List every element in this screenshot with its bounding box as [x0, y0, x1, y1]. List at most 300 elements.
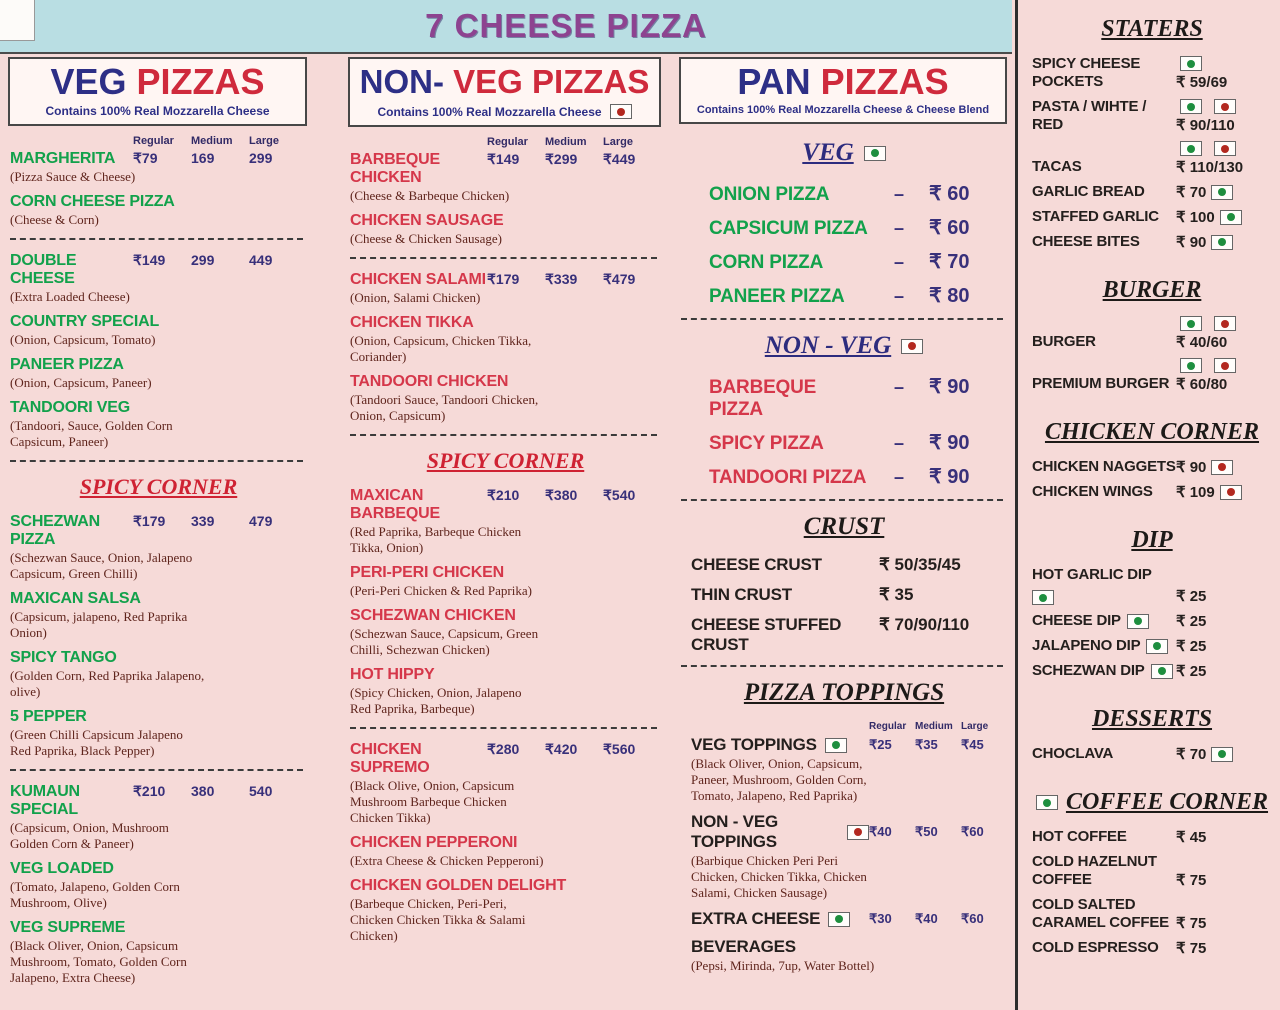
section-separator [10, 460, 303, 462]
menu-item [350, 607, 661, 658]
item-name: ONION PIZZA [709, 184, 830, 205]
menu-item [1032, 358, 1272, 393]
section-separator [350, 727, 657, 729]
item-price: ₹ 90/110 [1176, 117, 1235, 134]
item-name: MARGHERITA [10, 150, 116, 167]
item-name: CHICKEN TIKKA [350, 314, 474, 331]
veg-icon [864, 146, 886, 161]
section-heading [681, 513, 1007, 541]
item-name: THIN CRUST [691, 585, 792, 604]
section-heading-text: CHICKEN CORNER [1044, 419, 1260, 445]
menu-item [10, 649, 307, 700]
veg-icon [1036, 795, 1058, 810]
item-price: ₹ 75 [1176, 940, 1207, 957]
menu-item [1032, 233, 1272, 251]
menu-item [10, 860, 307, 911]
item-name: SCHEZWAN CHICKEN [350, 607, 516, 624]
item-name: 5 PEPPER [10, 708, 87, 725]
item-price: ₹ 40/60 [1176, 334, 1228, 351]
item-name [1032, 458, 1176, 476]
veg-nonveg-indicators [1176, 141, 1272, 156]
section-separator [681, 318, 1003, 320]
menu-item [10, 919, 307, 986]
item-description: (Tomato, Jalapeno, Golden Corn Mushroom, Olive) [10, 879, 180, 910]
item-price: ₹420 [545, 741, 578, 757]
item-price: ₹ 100 [1176, 209, 1215, 226]
menu-item [1032, 662, 1272, 680]
item-name [691, 909, 869, 929]
item-name: CHEESE CRUST [691, 555, 822, 574]
section-heading-text: CRUST [803, 513, 885, 540]
section-heading [1032, 789, 1272, 816]
non-veg-icon [1214, 316, 1236, 331]
item-name [1032, 55, 1176, 91]
item-price: ₹50 [915, 824, 938, 839]
item-price: ₹ 90 [929, 466, 970, 488]
veg-icon [1211, 185, 1233, 200]
price-dash: – [893, 433, 904, 453]
item-price: ₹ 60 [929, 217, 970, 239]
item-price: ₹ 90 [1176, 459, 1207, 476]
menu-item [10, 193, 307, 228]
item-description: (Tandoori, Sauce, Golden Corn Capsicum, Paneer) [10, 418, 173, 449]
item-name: MAXICAN BARBEQUE [350, 487, 440, 522]
item-name [1032, 853, 1176, 889]
item-name: TANDOORI VEG [10, 399, 130, 416]
section-separator [350, 257, 657, 259]
item-name: HOT HIPPY [350, 666, 435, 683]
item-price: ₹ 50/35/45 [879, 555, 961, 574]
veg-nonveg-indicators [1176, 316, 1272, 331]
item-name: PANEER PIZZA [10, 356, 124, 373]
item-name-text: JALAPENO DIP [1032, 637, 1141, 654]
column-header [348, 57, 661, 127]
item-name [691, 735, 869, 755]
menu-item [350, 834, 661, 869]
menu-item [681, 555, 1007, 575]
item-price: 299 [249, 150, 273, 166]
item-description: (Cheese & Barbeque Chicken) [350, 188, 510, 203]
size-header-row [681, 721, 1007, 732]
item-name: CORN PIZZA [709, 252, 824, 273]
section-separator [681, 499, 1003, 501]
menu-item [1032, 566, 1272, 605]
section-heading [681, 332, 1007, 360]
menu-item [1032, 828, 1272, 846]
item-price: ₹ 70/90/110 [879, 615, 970, 634]
section-heading-text: DESSERTS [1091, 706, 1213, 732]
item-price: ₹ 75 [1176, 915, 1207, 932]
section-heading-text: COFFEE CORNER [1065, 789, 1269, 815]
section-heading [1032, 527, 1272, 554]
non-veg-icon [1211, 460, 1233, 475]
item-price: 540 [249, 783, 273, 799]
item-name-text: GARLIC BREAD [1032, 183, 1145, 200]
item-price: ₹ 90 [929, 376, 970, 398]
column-subtitle [12, 104, 303, 118]
menu-item [1032, 208, 1272, 226]
item-price: 169 [191, 150, 215, 166]
item-name: VEG SUPREME [10, 919, 126, 936]
non-veg-icon [1214, 141, 1236, 156]
section-separator [10, 238, 303, 240]
item-price: ₹ 75 [1176, 872, 1207, 889]
item-name [691, 812, 869, 852]
item-name [1032, 939, 1176, 957]
item-name-text: VEG TOPPINGS [691, 735, 817, 754]
price-dash: – [893, 377, 904, 397]
menu-item [1032, 55, 1272, 91]
item-description: (Tandoori Sauce, Tandoori Chicken, Onion, Capsicum) [350, 392, 539, 423]
item-price: ₹79 [133, 150, 158, 166]
item-name: CORN CHEESE PIZZA [10, 193, 175, 210]
menu-item [10, 356, 307, 391]
section-heading [1032, 277, 1272, 304]
menu-item [681, 430, 1007, 455]
non-veg-icon [1214, 358, 1236, 373]
item-description: (Extra Loaded Cheese) [10, 289, 130, 304]
item-price: ₹ 25 [1176, 663, 1207, 680]
item-name-text: HOT COFFEE [1032, 828, 1127, 845]
item-price: ₹25 [869, 737, 892, 752]
veg-icon [1146, 639, 1168, 654]
veg-icon [1127, 614, 1149, 629]
menu-item [10, 252, 307, 305]
menu-item [681, 909, 1007, 929]
menu-item [350, 314, 661, 365]
item-description: (Pizza Sauce & Cheese) [10, 169, 136, 184]
item-name: TANDOORI CHICKEN [350, 373, 509, 390]
menu-item [10, 783, 307, 852]
veg-icon [1180, 316, 1202, 331]
non-veg-icon [1220, 485, 1242, 500]
size-header-label: Medium [545, 136, 587, 148]
item-price: ₹ 70 [929, 251, 970, 273]
item-description: (Green Chilli Capsicum Jalapeno Red Paprika, Black Pepper) [10, 727, 183, 758]
menu-item [1032, 141, 1272, 176]
item-name: CHICKEN SALAMI [350, 271, 486, 288]
item-name [1032, 745, 1176, 763]
item-name-text: CHEESE DIP [1032, 612, 1121, 629]
column-subtitle-text: Contains 100% Real Mozzarella Cheese [45, 104, 270, 118]
item-name [1032, 483, 1176, 501]
section-heading [1032, 419, 1272, 446]
item-price: ₹ 70 [1176, 746, 1207, 763]
section-heading-text: PIZZA TOPPINGS [743, 679, 945, 706]
menu-item [681, 181, 1007, 206]
item-price: ₹ 80 [929, 285, 970, 307]
item-name-text: SPICY CHEESE POCKETS [1032, 55, 1141, 90]
column-subtitle-text: Contains 100% Real Mozzarella Cheese & Cheese Blend [696, 104, 990, 116]
price-dash: – [893, 218, 904, 238]
item-description: (Black Oliver, Onion, Capsicum Mushroom, Tomato, Golden Corn Jalapeno, Extra Cheese) [10, 938, 187, 985]
veg-icon [1151, 664, 1173, 679]
item-name: VEG LOADED [10, 860, 114, 877]
item-name [1032, 98, 1176, 134]
section-separator [350, 434, 657, 436]
item-name: SPICY TANGO [10, 649, 117, 666]
menu-item [10, 708, 307, 759]
veg-nonveg-indicators [1176, 99, 1272, 114]
menu-item [681, 937, 1007, 974]
column-subtitle [352, 104, 657, 119]
item-name [1032, 828, 1176, 846]
item-description: (Onion, Capsicum, Tomato) [10, 332, 156, 347]
item-name: SPICY PIZZA [709, 433, 824, 454]
size-header-label: Large [961, 721, 989, 732]
price-dash: – [893, 252, 904, 272]
item-description: (Onion, Capsicum, Paneer) [10, 375, 152, 390]
section-heading-text: DIP [1131, 527, 1173, 553]
menu-item [1032, 612, 1272, 630]
item-description: (Black Olive, Onion, Capsicum Mushroom Barbeque Chicken Chicken Tikka) [350, 778, 515, 825]
menu-item [1032, 745, 1272, 763]
section-heading: SPICY CORNER [426, 448, 585, 473]
item-price: ₹299 [545, 151, 578, 167]
section-heading [1032, 16, 1272, 43]
menu-item [681, 735, 1007, 804]
item-description: (Onion, Salami Chicken) [350, 290, 481, 305]
item-price: ₹60 [961, 911, 984, 926]
non-veg-icon [610, 104, 632, 119]
item-price: ₹ 45 [1176, 829, 1207, 846]
item-price: ₹ 25 [1176, 638, 1207, 655]
item-price: ₹149 [133, 252, 166, 268]
item-description: (Extra Cheese & Chicken Pepperoni) [350, 853, 544, 868]
item-name [1032, 333, 1176, 351]
menu-item [1032, 183, 1272, 201]
menu-item [1032, 896, 1272, 932]
item-name: CHICKEN PEPPERONI [350, 834, 518, 851]
menu-item [681, 615, 1007, 655]
menu-item [1032, 458, 1272, 476]
item-name-text: PASTA / WIHTE / RED [1032, 98, 1147, 133]
item-name: SCHEZWAN PIZZA [10, 513, 100, 548]
item-description: (Schezwan Sauce, Capsicum, Green Chilli, Schezwan Chicken) [350, 626, 539, 657]
item-name-text: COLD SALTED CARAMEL COFFEE [1032, 896, 1169, 931]
item-price: ₹ 59/69 [1176, 74, 1228, 91]
menu-item [681, 215, 1007, 240]
item-price: ₹40 [915, 911, 938, 926]
menu-item [681, 464, 1007, 489]
item-description: (Schezwan Sauce, Onion, Jalapeno Capsicum, Green Chilli) [10, 550, 193, 581]
menu-item [350, 877, 661, 944]
item-name-text: NON - VEG TOPPINGS [691, 812, 778, 851]
item-name [1032, 183, 1176, 201]
item-price: ₹40 [869, 824, 892, 839]
menu-item [350, 487, 661, 556]
non-veg-icon [847, 825, 869, 840]
section-heading-text: NON - VEG [764, 332, 892, 359]
item-price: ₹ 25 [1176, 588, 1207, 605]
menu-item [1032, 316, 1272, 351]
item-name [1032, 208, 1176, 226]
item-description: (Barbique Chicken Peri Peri Chicken, Chicken Tikka, Chicken Salami, Chicken Sausage) [691, 853, 867, 900]
item-price: 299 [191, 252, 215, 268]
item-price: ₹30 [869, 911, 892, 926]
veg-nonveg-indicators [1176, 358, 1272, 373]
section-separator [10, 769, 303, 771]
item-price: ₹540 [603, 487, 636, 503]
non-veg-icon [901, 339, 923, 354]
menu-item [350, 741, 661, 826]
item-name [1032, 662, 1176, 680]
item-name: CAPSICUM PIZZA [709, 218, 868, 239]
veg-pizzas-column [8, 57, 307, 994]
size-header-label: Regular [133, 135, 174, 147]
veg-icon [1180, 141, 1202, 156]
column-title: NON- VEG PIZZAS [359, 63, 650, 100]
veg-icon [1211, 747, 1233, 762]
item-name: DOUBLE CHEESE [10, 252, 77, 287]
menu-item [350, 373, 661, 424]
item-name-text: EXTRA CHEESE [691, 909, 821, 928]
veg-icon [1180, 99, 1202, 114]
veg-icon [825, 738, 847, 753]
section-heading [681, 139, 1007, 167]
menu-item [1032, 637, 1272, 655]
item-price: ₹45 [961, 737, 984, 752]
item-name-text: STAFFED GARLIC [1032, 208, 1159, 225]
menu-item [10, 313, 307, 348]
size-header-label: Large [603, 136, 633, 148]
veg-icon [828, 912, 850, 927]
item-price: ₹210 [133, 783, 166, 799]
item-description: (Capsicum, jalapeno, Red Paprika Onion) [10, 609, 188, 640]
column-header [8, 57, 307, 126]
item-price: ₹ 60 [929, 183, 970, 205]
price-dash: – [893, 184, 904, 204]
size-header-row [10, 135, 307, 147]
page-title: 7 CHEESE PIZZA [425, 7, 707, 44]
size-header-label: Large [249, 135, 279, 147]
veg-icon [1032, 590, 1054, 605]
item-price: ₹ 90 [929, 432, 970, 454]
menu-item [10, 399, 307, 450]
price-dash: – [893, 286, 904, 306]
section-heading: SPICY CORNER [79, 474, 238, 499]
item-description: (Spicy Chicken, Onion, Jalapeno Red Paprika, Barbeque) [350, 685, 522, 716]
item-name [1032, 233, 1176, 251]
size-header-label: Regular [869, 721, 907, 732]
item-description: (Pepsi, Mirinda, 7up, Water Bottel) [691, 958, 875, 973]
item-name [1032, 637, 1176, 655]
item-name: KUMAUN SPECIAL [10, 783, 80, 818]
item-price: 449 [249, 252, 273, 268]
item-name: CHICKEN GOLDEN DELIGHT [350, 877, 567, 894]
item-description: (Barbeque Chicken, Peri-Peri, Chicken Chicken Tikka & Salami Chicken) [350, 896, 526, 943]
size-header-label: Medium [191, 135, 233, 147]
non-veg-icon [1214, 99, 1236, 114]
menu-item [350, 666, 661, 717]
menu-item [1032, 939, 1272, 957]
item-name: COUNTRY SPECIAL [10, 313, 160, 330]
item-price: ₹149 [487, 151, 520, 167]
item-name-text: CHICKEN WINGS [1032, 483, 1153, 500]
item-price: ₹ 109 [1176, 484, 1215, 501]
menu-item [10, 513, 307, 582]
veg-icon [1180, 56, 1202, 71]
item-description: (Golden Corn, Red Paprika Jalapeno, olive) [10, 668, 205, 699]
menu-item [350, 151, 661, 204]
menu-item [350, 212, 661, 247]
item-price: ₹35 [915, 737, 938, 752]
menu-item [681, 283, 1007, 308]
column-header [679, 57, 1007, 124]
item-description: (Peri-Peri Chicken & Red Paprika) [350, 583, 532, 598]
item-name-text: HOT GARLIC DIP [1032, 566, 1152, 583]
item-name: CHEESE STUFFED CRUST [691, 615, 842, 654]
veg-icon [1180, 358, 1202, 373]
item-name [1032, 612, 1176, 630]
item-price: ₹339 [545, 271, 578, 287]
veg-icon [1220, 210, 1242, 225]
menu-item [1032, 853, 1272, 889]
item-price: ₹380 [545, 487, 578, 503]
item-price: ₹ 35 [879, 585, 914, 604]
item-name-text: COLD HAZELNUT COFFEE [1032, 853, 1157, 888]
column-subtitle [683, 104, 1003, 116]
menu-item [350, 564, 661, 599]
item-price: ₹179 [133, 513, 166, 529]
item-price: ₹479 [603, 271, 636, 287]
menu-item [681, 249, 1007, 274]
menu-item [10, 150, 307, 185]
item-name-text: SCHEZWAN DIP [1032, 662, 1145, 679]
column-title: VEG PIZZAS [50, 61, 265, 102]
item-price: ₹ 110/130 [1176, 159, 1244, 176]
item-description: (Cheese & Chicken Sausage) [350, 231, 502, 246]
menu-item [681, 374, 1007, 421]
item-name-text: CHOCLAVA [1032, 745, 1114, 762]
price-dash: – [893, 467, 904, 487]
menu-item [681, 585, 1007, 605]
item-description: (Red Paprika, Barbeque Chicken Tikka, Onion) [350, 524, 522, 555]
corner-decoration [0, 0, 35, 41]
size-header-row [350, 136, 661, 148]
item-name [1032, 375, 1176, 393]
item-name: PANEER PIZZA [709, 286, 845, 307]
nonveg-pizzas-column [348, 57, 661, 952]
item-name-text: BEVERAGES [691, 937, 796, 956]
section-heading [681, 679, 1007, 707]
size-header-label: Medium [915, 721, 953, 732]
item-name-text: CHICKEN NAGGETS [1032, 458, 1176, 475]
menu-item [1032, 98, 1272, 134]
item-price: ₹210 [487, 487, 520, 503]
item-name: CHICKEN SUPREMO [350, 741, 430, 776]
menu-item [10, 590, 307, 641]
item-name-text: CHEESE BITES [1032, 233, 1140, 250]
item-name: TANDOORI PIZZA [709, 467, 867, 488]
section-heading-text: VEG [802, 139, 854, 166]
item-price: 380 [191, 783, 215, 799]
item-name-text: PREMIUM BURGER [1032, 375, 1170, 392]
item-price: ₹ 60/80 [1176, 376, 1228, 393]
menu-item [1032, 483, 1272, 501]
item-description: (Onion, Capsicum, Chicken Tikka, Coriander) [350, 333, 532, 364]
item-price: ₹449 [603, 151, 636, 167]
column-subtitle-text: Contains 100% Real Mozzarella Cheese [377, 104, 602, 119]
section-heading [1032, 706, 1272, 733]
item-description: (Black Oliver, Onion, Capsicum, Paneer, Mushroom, Golden Corn, Tomato, Jalapeno, Red Paprika) [691, 756, 867, 803]
item-name: MAXICAN SALSA [10, 590, 141, 607]
item-price: 479 [249, 513, 273, 529]
item-price: ₹ 25 [1176, 613, 1207, 630]
size-header-label: Regular [487, 136, 528, 148]
item-name [1032, 896, 1176, 932]
item-description: (Cheese & Corn) [10, 212, 99, 227]
